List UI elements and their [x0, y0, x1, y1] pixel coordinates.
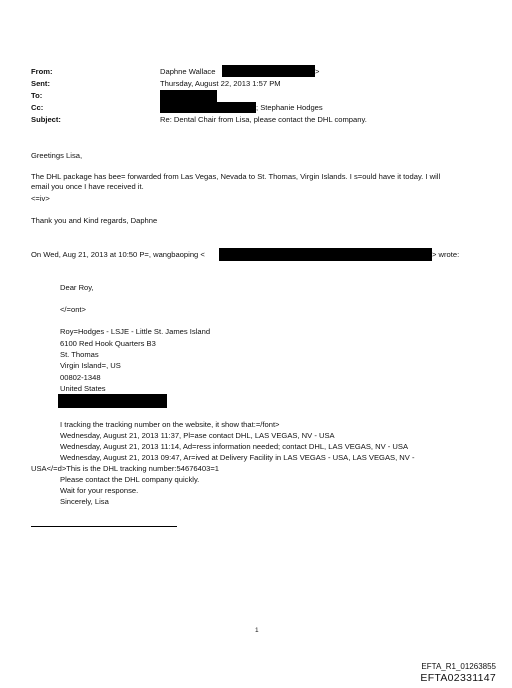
- body-line-2: email you once I have received it.: [31, 182, 144, 191]
- footer-ref-2: EFTA02331147: [420, 672, 496, 684]
- redaction-address: [58, 394, 167, 408]
- from-value: Daphne Wallace: [160, 67, 216, 76]
- quote-intro: On Wed, Aug 21, 2013 at 10:50 P=, wangbaoping <: [31, 250, 205, 259]
- address-line: 00802-1348: [60, 373, 101, 382]
- sent-value: Thursday, August 22, 2013 1:57 PM: [160, 79, 281, 88]
- cc-value: ; Stephanie Hodges: [256, 103, 323, 112]
- font-tag-line: </=ont>: [60, 305, 86, 314]
- thanks-line: Thank you and Kind regards, Daphne: [31, 216, 158, 225]
- to-label: To:: [31, 91, 43, 100]
- closing-line: Wait for your response.: [60, 486, 139, 495]
- address-line: Roy=Hodges - LSJE - Little St. James Island: [60, 327, 211, 336]
- footer-ref-1: EFTA_R1_01263855: [421, 662, 496, 671]
- address-line: 6100 Red Hook Quarters B3: [60, 339, 156, 348]
- address-line: United States: [60, 384, 106, 393]
- body-line-3: <=iv>: [31, 194, 50, 203]
- tracking-wrap: USA</=d>This is the DHL tracking number:54676403=1: [31, 464, 219, 473]
- signature-divider: [31, 526, 177, 527]
- from-suffix: >: [315, 67, 320, 76]
- closing-line: Please contact the DHL company quickly.: [60, 475, 200, 484]
- tracking-line: Wednesday, August 21, 2013 09:47, Ar=ived at Delivery Facility in LAS VEGAS - USA, LAS VEGAS, NV -: [60, 453, 415, 462]
- redaction-to: [160, 90, 217, 102]
- subject-value: Re: Dental Chair from Lisa, please contact the DHL company.: [160, 115, 367, 124]
- page-number: 1: [255, 627, 259, 634]
- cc-label: Cc:: [31, 103, 44, 112]
- sent-label: Sent:: [31, 79, 50, 88]
- tracking-intro: I tracking the tracking number on the website, it show that:=/font>: [60, 420, 280, 429]
- body-line-1: The DHL package has bee= forwarded from Las Vegas, Nevada to St. Thomas, Virgin Islands. I s=ould have it today. I will: [31, 172, 441, 181]
- redaction-cc: [160, 102, 256, 113]
- redaction-from-email: [222, 65, 315, 77]
- redaction-sender-email: [219, 248, 432, 261]
- subject-label: Subject:: [31, 115, 61, 124]
- address-line: Virgin Island=, US: [60, 361, 121, 370]
- from-label: From:: [31, 67, 53, 76]
- quote-wrote: > wrote:: [432, 250, 460, 259]
- dear-line: Dear Roy,: [60, 283, 94, 292]
- tracking-line: Wednesday, August 21, 2013 11:14, Ad=ress information needed; contact DHL, LAS VEGAS, NV - USA: [60, 442, 409, 451]
- tracking-line: Wednesday, August 21, 2013 11:37, Pl=ase contact DHL, LAS VEGAS, NV - USA: [60, 431, 335, 440]
- closing-line: Sincerely, Lisa: [60, 497, 109, 506]
- address-line: St. Thomas: [60, 350, 99, 359]
- greeting: Greetings Lisa,: [31, 151, 83, 160]
